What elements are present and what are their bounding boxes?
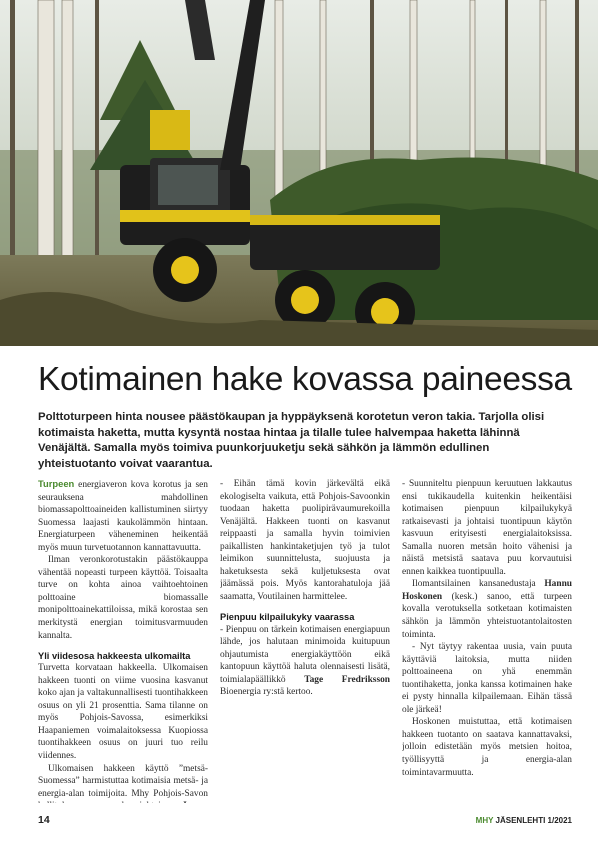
paragraph-text: Bioenergia ry:stä kertoo.: [220, 687, 313, 698]
paragraph: [220, 624, 390, 699]
paragraph-text: - Pienpuu on tärkein kotimaisen energiapuun lähde, jos halutaan minimoida kuitupuun ohjautumista energiakäyttöön eikä kantopuun käyttöä haluta olennaisesti lisätä, toimialapäällikkö: [220, 624, 390, 685]
column-2: [220, 478, 390, 803]
person-name: Tage Fredriksson: [304, 674, 390, 685]
paragraph: Turvetta korvataan hakkeella. Ulkomaisen hakkeen tuonti on viime vuosina kasvanut koko ajan ja valtakunnallisesti tuontihakkeen osuus on yli 21 prosenttia. Sama tilanne on myös Pohjois-Savossa, esimerkiksi Haapaniemen voimalaitoksessa Kuopiossa tuontihakkeen osuus on juuri tuo reilu viidennes.: [38, 663, 208, 762]
paragraph: [38, 478, 208, 554]
page-number: 14: [38, 814, 50, 826]
paragraph: - Suunniteltu pienpuun keruutuen lakkautus ensi tukikaudella kuitenkin heikentäisi kotimaisen pienpuun kilpailukykyä ratkaisevasti ja johtaisi tuontipuun käytön kasvuun erityisesti energialaitoksissa. Samalla nuoren metsän hoito vähenisi ja näistä metsistä saatava puu korvautuisi ennen kaikkea tuontipuulla.: [402, 479, 572, 577]
paragraph-text: Ilomantsilainen kansanedustaja: [412, 579, 545, 590]
article-title: Kotimainen hake kovassa paineessa: [38, 361, 572, 398]
article-lead: Polttoturpeen hinta nousee päästökaupan ja hyppäyksenä korotetun veron takia. Tarjolla olisi kotimaista haketta, mutta kysyntä nostaa hintaa ja tilalle tulee halvempaa haketta lähinnä Venäjältä. Samalla myös toimiva puunkorjuuketju sekä sähkön ja lämmön edullinen yhteistuotanto voivat vaarantua.: [38, 411, 545, 470]
article-photo: [0, 0, 598, 346]
brand-label: MHY: [475, 816, 494, 825]
paragraph: Hoskonen muistuttaa, että kotimaisen hakkeen tuotanto on saatava kannattavaksi, jolloin edistetään myös metsien hoitoa, työllisyyttä ja energia-alan toimintavarmuutta.: [402, 717, 572, 778]
paragraph-text: Ulkomaisen hakkeen käyttö ”metsä-Suomessa” harmistuttaa kotimaisia metsä- ja energia-alan toimijoita. Mhy Pohjois-Savon: [38, 763, 208, 799]
lede-word: Turpeen: [38, 478, 75, 489]
paragraph-text: energiaveron kova korotus ja sen seurauksena mahdollinen biomassapolttoaineiden kallistuminen siirtyy Suomessa laajasti kaukolämmön hintaan. Energiaturpeen väheneminen heikentää myös muun turvetuotannon kannattavuutta.: [38, 480, 208, 553]
subheading: Pienpuu kilpailukyky vaarassa: [220, 612, 355, 623]
subheading: Yli viidesosa hakkeesta ulkomailta: [38, 651, 191, 662]
paragraph-text: (kesk.) sanoo, että turpeen kovalla verotuksella sotketaan kotimaisten sähkön ja lämmön yhteistuotantolaitosten toiminta.: [402, 591, 572, 640]
page-footer: [38, 814, 572, 828]
person-name: Hannu Hoskonen: [402, 579, 572, 602]
paragraph: [402, 578, 572, 641]
publication-label: [476, 816, 572, 825]
issue-label: JÄSENLEHTI 1/2021: [493, 816, 572, 825]
column-3: [402, 478, 572, 803]
article-body: [38, 478, 572, 803]
paragraph: - Nyt täytyy rakentaa uusia, vain puuta käyttäviä laitoksia, mutta niiden polttoaineena on yhä enemmän tuontihaketta, jonka kanssa kotimainen hake ei pysty hinnalla kilpailemaan. Eihän tässä ole järkeä!: [402, 642, 572, 715]
paragraph: - Eihän tämä kovin järkevältä eikä ekologiselta vaikuta, että Pohjois-Savoonkin tuodaan haketta puolipirävaumurekoilla Venäjältä. Hakkeen tuonti on kasvanut reippaasti ja samalla hyvin toimivien paikallisten hankintaketjujen työ ja tulot leimikon suunnittelusta, suojuusta ja haketuksesta sekä kuljetuksesta ovat jäämässä pois. Myös kantorahatuloja jää saamatta, Voutilainen harmittelee.: [220, 479, 390, 602]
column-1: [38, 478, 208, 803]
paragraph: Ilman veronkorotustakin päästökauppa vähentää nopeasti turpeen käyttöä. Toisaalta turve on kohta ainoa vaihtoehtoinen polttoaine biomassalle monipolttoainekattiloissa, mikä korostaa sen merkitystä energian toimitusvarmuuden kannalta.: [38, 555, 208, 641]
paragraph: [38, 763, 208, 803]
